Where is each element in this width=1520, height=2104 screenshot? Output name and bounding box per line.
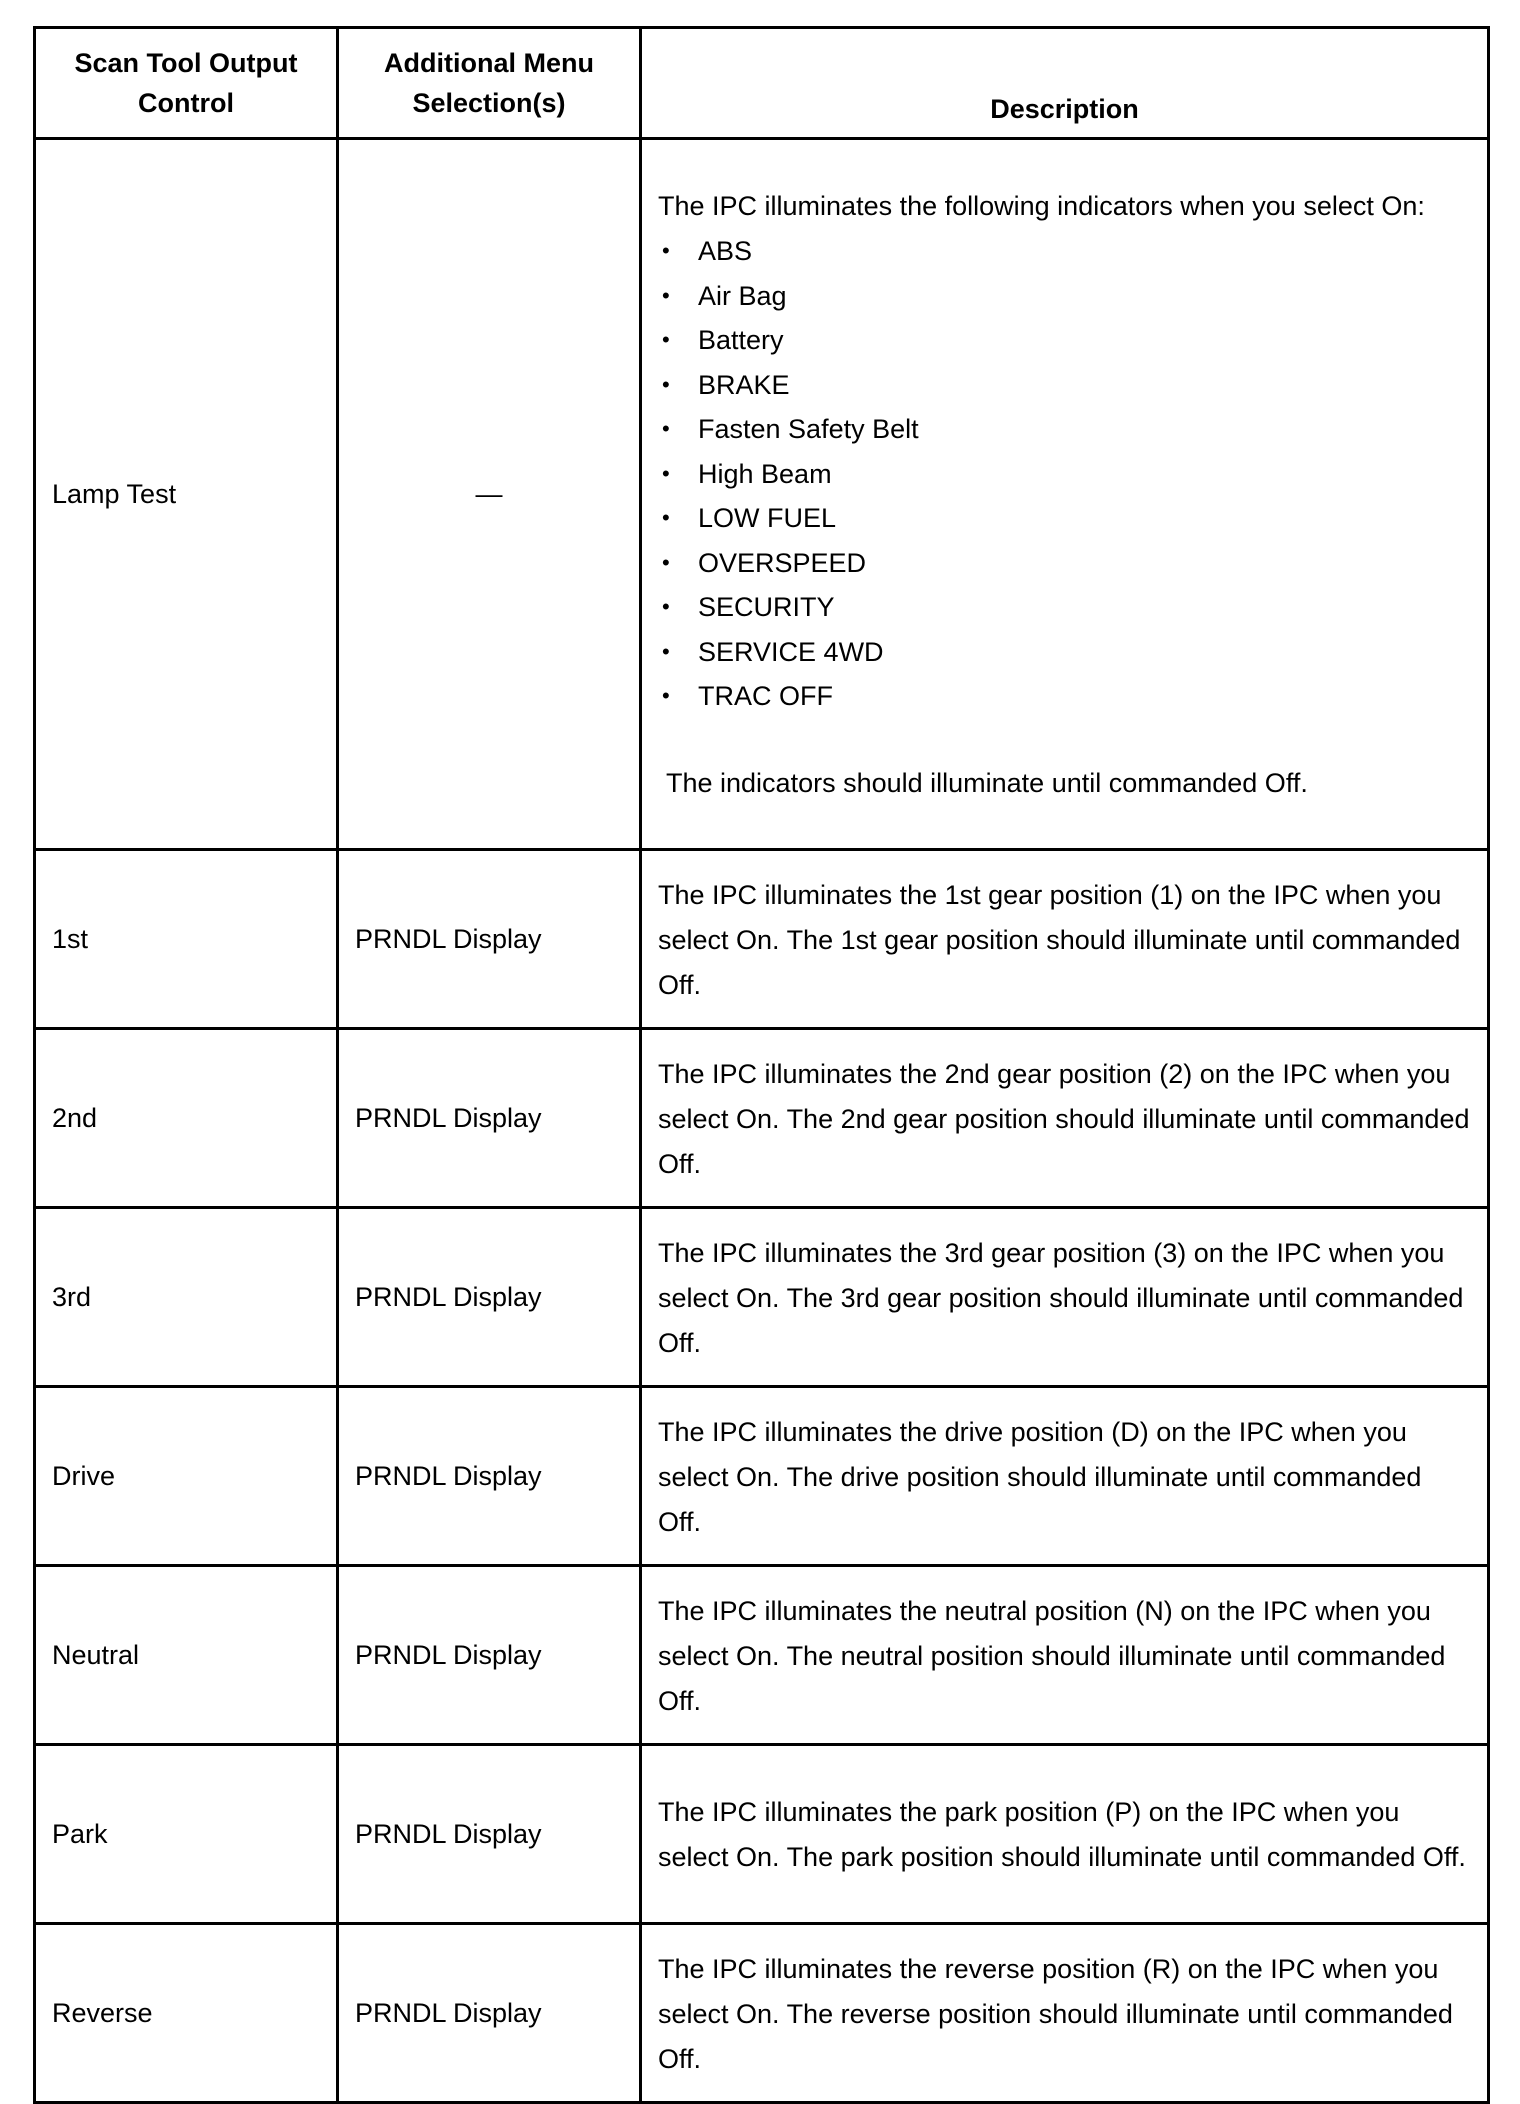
indicator-item: • High Beam bbox=[658, 452, 1471, 497]
cell-description bbox=[641, 139, 1489, 850]
table-row bbox=[35, 1745, 1489, 1924]
cell-menu-selection: PRNDL Display bbox=[338, 1387, 641, 1566]
bullet-icon: • bbox=[662, 505, 670, 531]
cell-output-control: 1st bbox=[35, 850, 338, 1029]
indicator-item: • BRAKE bbox=[658, 363, 1471, 408]
cell-menu-selection: PRNDL Display bbox=[338, 850, 641, 1029]
output-control-table bbox=[33, 26, 1490, 2104]
indicator-item: • Fasten Safety Belt bbox=[658, 407, 1471, 452]
cell-output-control: 2nd bbox=[35, 1029, 338, 1208]
lamp-test-outro: The indicators should illuminate until commanded Off. bbox=[666, 767, 1308, 798]
bullet-icon: • bbox=[662, 683, 670, 709]
table-row bbox=[35, 1924, 1489, 2103]
cell-menu-selection: PRNDL Display bbox=[338, 1745, 641, 1924]
table-row bbox=[35, 1029, 1489, 1208]
indicator-item: • Air Bag bbox=[658, 274, 1471, 319]
cell-description: The IPC illuminates the drive position (D) on the IPC when you select On. The drive position should illuminate until commanded Off. bbox=[641, 1387, 1489, 1566]
cell-output-control: Neutral bbox=[35, 1566, 338, 1745]
cell-output-control: Reverse bbox=[35, 1924, 338, 2103]
indicator-item: • LOW FUEL bbox=[658, 496, 1471, 541]
bullet-icon: • bbox=[662, 282, 670, 308]
cell-menu-selection: — bbox=[338, 139, 641, 850]
indicator-item: • TRAC OFF bbox=[658, 674, 1471, 719]
cell-description: The IPC illuminates the 1st gear position (1) on the IPC when you select On. The 1st gear position should illuminate until commanded Off. bbox=[641, 850, 1489, 1029]
header-description: Description bbox=[641, 28, 1489, 139]
cell-description: The IPC illuminates the reverse position (R) on the IPC when you select On. The reverse position should illuminate until commanded Off. bbox=[641, 1924, 1489, 2103]
cell-menu-selection: PRNDL Display bbox=[338, 1029, 641, 1208]
table-header-row bbox=[35, 28, 1489, 139]
indicator-item: • ABS bbox=[658, 229, 1471, 274]
table-row bbox=[35, 1566, 1489, 1745]
cell-description: The IPC illuminates the 2nd gear position (2) on the IPC when you select On. The 2nd gear position should illuminate until commanded Off. bbox=[641, 1029, 1489, 1208]
cell-output-control: Park bbox=[35, 1745, 338, 1924]
indicator-item: • Battery bbox=[658, 318, 1471, 363]
table-row bbox=[35, 1387, 1489, 1566]
bullet-icon: • bbox=[662, 416, 670, 442]
table-row-lamp-test bbox=[35, 139, 1489, 850]
header-output-control: Scan Tool Output Control bbox=[35, 28, 338, 139]
lamp-test-intro: The IPC illuminates the following indicators when you select On: bbox=[658, 191, 1425, 222]
bullet-icon: • bbox=[662, 371, 670, 397]
cell-description: The IPC illuminates the neutral position (N) on the IPC when you select On. The neutral position should illuminate until commanded Off. bbox=[641, 1566, 1489, 1745]
cell-description: The IPC illuminates the park position (P) on the IPC when you select On. The park position should illuminate until commanded Off. bbox=[641, 1745, 1489, 1924]
table-row bbox=[35, 1208, 1489, 1387]
cell-menu-selection: PRNDL Display bbox=[338, 1208, 641, 1387]
table-row bbox=[35, 850, 1489, 1029]
indicator-list bbox=[658, 229, 1471, 719]
indicator-item: • SERVICE 4WD bbox=[658, 630, 1471, 675]
bullet-icon: • bbox=[662, 238, 670, 264]
bullet-icon: • bbox=[662, 460, 670, 486]
bullet-icon: • bbox=[662, 638, 670, 664]
indicator-item: • OVERSPEED bbox=[658, 541, 1471, 586]
bullet-icon: • bbox=[662, 549, 670, 575]
cell-output-control: Drive bbox=[35, 1387, 338, 1566]
bullet-icon: • bbox=[662, 594, 670, 620]
cell-output-control: Lamp Test bbox=[35, 139, 338, 850]
bullet-icon: • bbox=[662, 327, 670, 353]
indicator-item: • SECURITY bbox=[658, 585, 1471, 630]
cell-output-control: 3rd bbox=[35, 1208, 338, 1387]
cell-description: The IPC illuminates the 3rd gear position (3) on the IPC when you select On. The 3rd gear position should illuminate until commanded Off. bbox=[641, 1208, 1489, 1387]
cell-menu-selection: PRNDL Display bbox=[338, 1566, 641, 1745]
cell-menu-selection: PRNDL Display bbox=[338, 1924, 641, 2103]
header-menu-selection: Additional Menu Selection(s) bbox=[338, 28, 641, 139]
